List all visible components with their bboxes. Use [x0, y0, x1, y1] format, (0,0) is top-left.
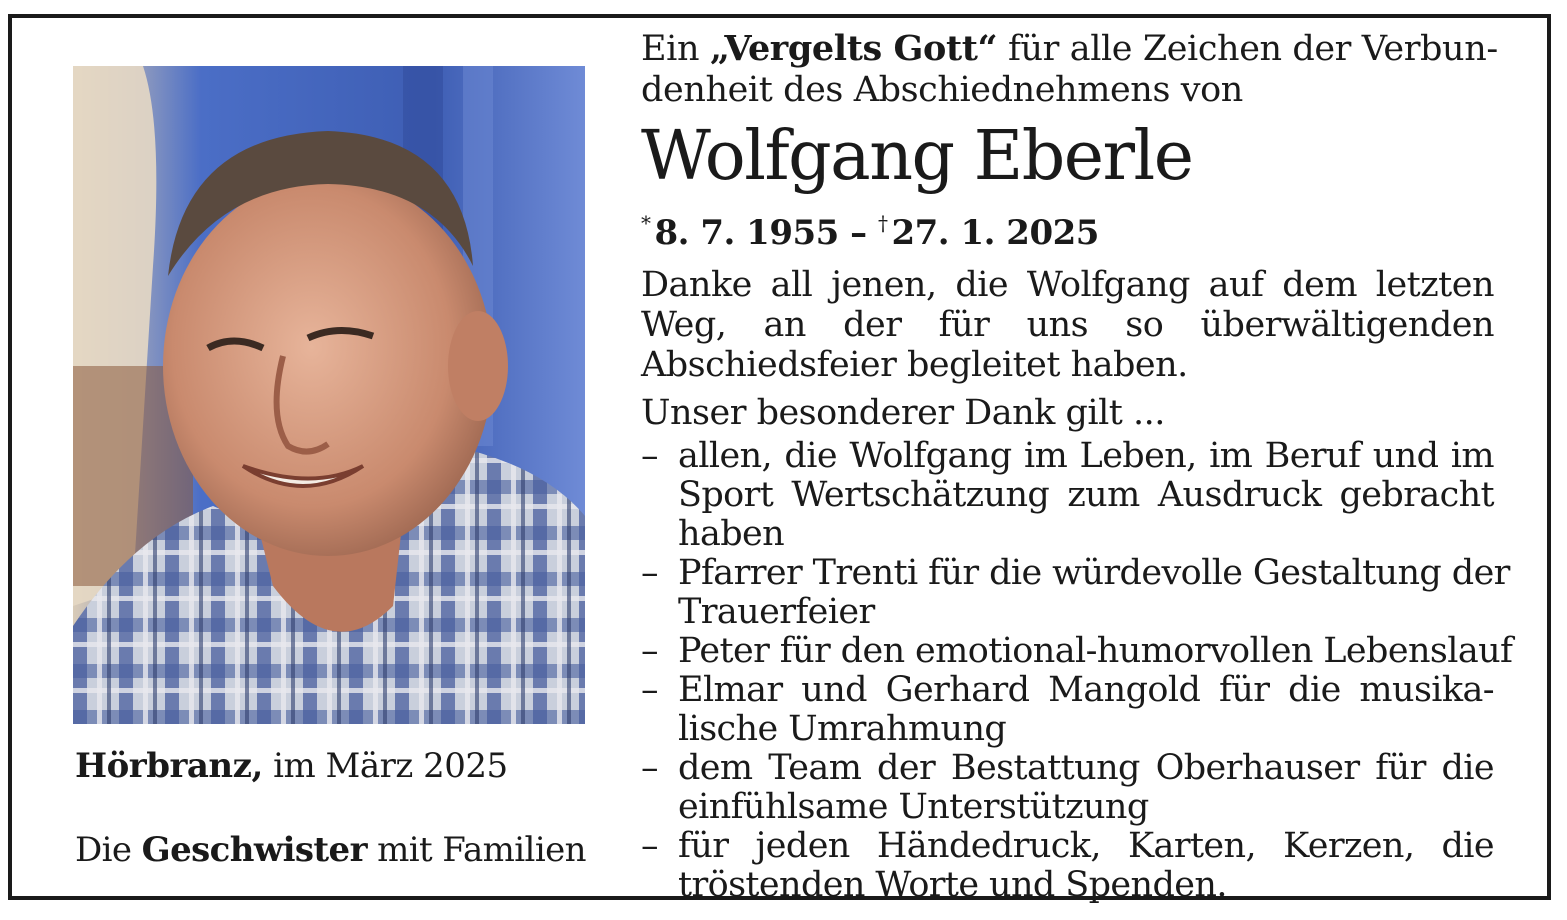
list-item-line: dem Team der Bestattung Oberhauser für die	[678, 748, 1494, 788]
list-item	[641, 827, 1494, 905]
list-item-line: tröstenden Worte und Spenden.	[678, 865, 1227, 905]
list-item	[641, 749, 1494, 827]
dash-bullet: –	[641, 826, 658, 866]
list-item-line: Trauerfeier	[678, 592, 875, 632]
list-item-line: allen, die Wolfgang im Leben, im Beruf und im	[678, 436, 1494, 476]
death-date: 27. 1. 2025	[891, 213, 1099, 253]
birth-symbol: *	[641, 211, 651, 235]
dash-bullet: –	[641, 553, 658, 593]
list-item	[641, 671, 1494, 749]
birth-date: 8. 7. 1955	[654, 213, 839, 253]
list-item	[641, 553, 1510, 632]
dash-bullet: –	[641, 436, 658, 476]
intro-highlight: „Vergelts Gott“	[709, 28, 998, 69]
intro-line-1	[641, 28, 1498, 70]
list-item-line: einfühlsame Unterstützung	[678, 787, 1149, 827]
death-symbol: †	[877, 211, 888, 235]
list-item-line: Pfarrer Trenti für die würdevolle Gestaltung der	[678, 553, 1510, 593]
text-column	[641, 28, 1513, 905]
dash-bullet: –	[641, 670, 658, 710]
thanks-line: Weg, an der für uns so überwältigenden	[641, 305, 1494, 345]
intro-line1-rest: für alle Zeichen der Verbun-	[997, 29, 1498, 69]
thanks-paragraph	[641, 265, 1494, 385]
intro-text	[641, 28, 1498, 111]
intro-line-2: denheit des Abschiednehmens von	[641, 70, 1243, 110]
list-item-line: Peter für den emotional-humorvollen Lebenslauf	[678, 631, 1513, 671]
intro-prefix: Ein	[641, 29, 710, 69]
family-bold: Geschwister	[141, 830, 367, 870]
special-thanks-heading: Unser besonderer Dank gilt ...	[641, 393, 1165, 433]
thanks-line: Danke all jenen, die Wolfgang auf dem letzten	[641, 265, 1494, 305]
deceased-name: Wolfgang Eberle	[641, 117, 1193, 196]
list-item-line: haben	[678, 514, 785, 554]
portrait-photo	[73, 66, 585, 724]
list-item	[641, 631, 1513, 671]
thanks-line: Abschiedsfeier begleitet haben.	[641, 345, 1188, 385]
family-signature	[75, 828, 586, 872]
list-item-line: lische Umrahmung	[678, 709, 1007, 749]
family-suffix: mit Familien	[366, 830, 586, 870]
date: im März 2025	[262, 746, 508, 786]
list-item-line: Sport Wertschätzung zum Ausdruck gebracht	[678, 475, 1494, 515]
place-date-line	[75, 744, 508, 788]
date-separator: –	[838, 213, 878, 253]
life-dates	[641, 201, 1494, 255]
list-item-line: Elmar und Gerhard Mangold für die musika-	[678, 670, 1494, 710]
family-prefix: Die	[75, 830, 142, 870]
dash-bullet: –	[641, 631, 658, 671]
list-item-line: für jeden Händedruck, Karten, Kerzen, die	[678, 826, 1494, 866]
place: Hörbranz,	[75, 746, 263, 786]
list-item	[641, 437, 1494, 554]
dash-bullet: –	[641, 748, 658, 788]
thanks-list	[641, 436, 1513, 905]
